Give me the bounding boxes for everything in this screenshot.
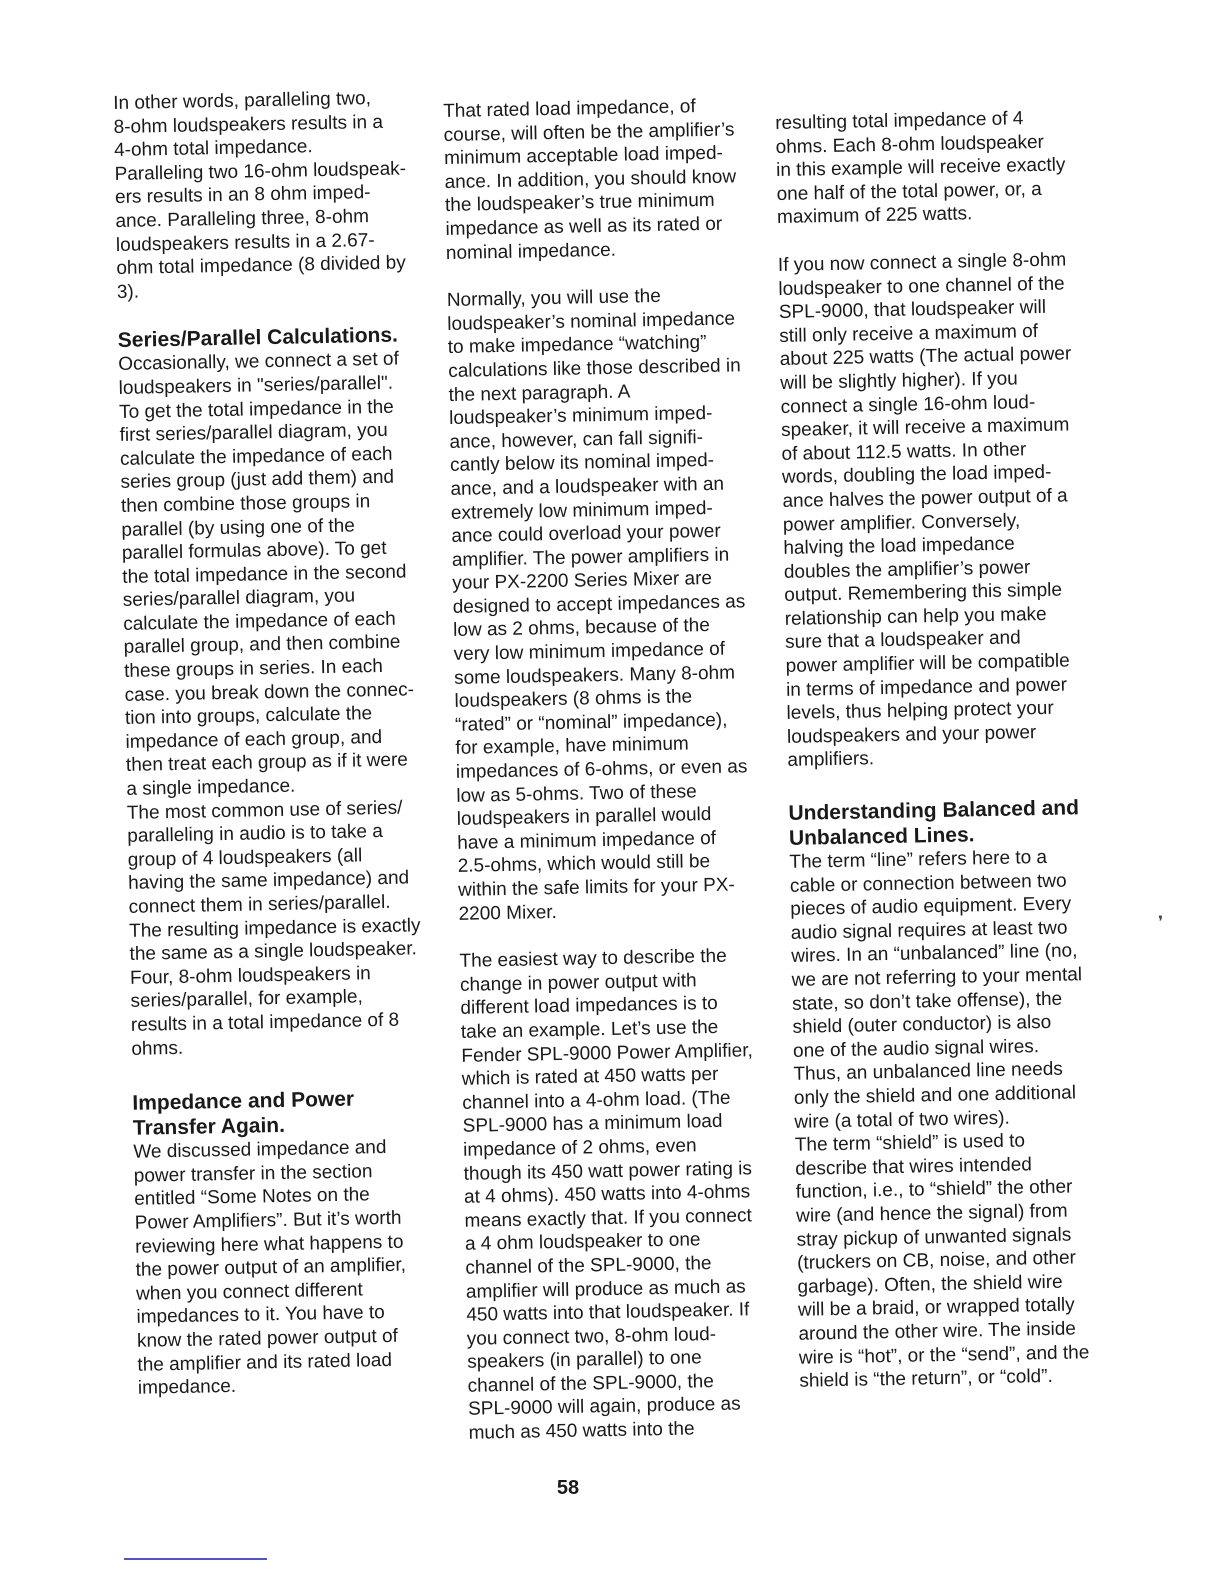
scan-mark-icon: ❜: [1158, 914, 1164, 931]
text-column-2: [443, 94, 787, 1446]
paragraph-power-transfer: We discussed impedance and power transfer in the section entitled “Some Notes on the Power Amplifiers”. But it’s worth reviewing here what happens to the power output of an amplifier, when you connect different impedances to it. You have to know the rated power output of the amplifier and its rated load impedance.: [133, 1137, 407, 1399]
paragraph-shield-definition: The term “shield” is used to describe that wires intended function, i.e., to “shield” the other wire (and hence the signal) from stray pickup of unwanted signals (truckers on CB, noise, and other garbage). Often, the shield wire will be a braid, or wrapped totally around the other wire. The inside wire is “hot”, or the “send”, and the shield is “the return”, or “cold”.: [794, 1130, 1090, 1392]
heading-series-parallel: Series/Parallel Calculations.: [117, 323, 399, 353]
paragraph-paralleling-examples: In other words, paralleling two, 8-ohm loudspeakers results in a 4-ohm total impedance. Paralleling two 16-ohm loudspeak- ers results in an 8 ohm imped- ance. Paralleling three, 8-ohm loudspeakers results in a 2.67- ohm total impedance (8 divided by 3).: [113, 88, 407, 303]
paragraph-single-loudspeaker: If you now connect a single 8-ohm loudspeaker to one channel of the SPL-9000, that loudspeaker will still only receive a maximum of about 225 watts (The actual power will be slightly higher). If you connect a single 16-ohm loud- speaker, it will receive a maximum of about 112.5 watts. In other words, doubling the load imped- ance halves the power output of a power amplifier. Conversely, halving the load impedance doubles the amplifier’s power output. Remembering this simple relationship can help you make sure that a loudspeaker and power amplifier will be compatible in terms of impedance and power levels, thus helping protect your loudspeakers and your power amplifiers.: [777, 249, 1072, 772]
paragraph-resulting-impedance: resulting total impedance of 4 ohms. Each 8-ohm loudspeaker in this example will receive exactly one half of the total power, or, a maximum of 225 watts.: [775, 108, 1066, 229]
text-column-3: [775, 106, 1118, 1394]
heading-balanced-lines: Understanding Balanced and Unbalanced Lines.: [788, 796, 1080, 850]
paragraph-nominal-impedance: Normally, you will use the loudspeaker’s nominal impedance to make impedance “watching” calculations like those described in the next paragraph. A loudspeaker’s minimum imped- ance, however, can fall signifi- cantly below its nominal imped- ance, and a loudspeaker with an extremely low minimum imped- ance could overload your power amplifier. The power amplifiers in your PX-2200 Series Mixer are designed to accept impedances as low as 2 ohms, because of the very low minimum impedance of some loudspeakers. Many 8-ohm loudspeakers (8 ohms is the “rated” or “nominal” impedance), for example, have minimum impedances of 6-ohms, or even as low as 5-ohms. Two of these loudspeakers in parallel would have a minimum impedance of 2.5-ohms, which would still be within the safe limits for your PX- 2200 Mixer.: [446, 286, 748, 925]
page-number: 58: [556, 1477, 580, 1499]
heading-impedance-power: Impedance and Power Transfer Again.: [132, 1087, 355, 1140]
footer-divider: [124, 1558, 267, 1560]
paragraph-series-parallel: Occasionally, we connect a set of loudspeakers in "series/parallel". To get the total impedance in the first series/parallel diagram, you calculate the impedance of each series group (just add them) and then combine those groups in parallel (by using one of the parallel formulas above). To get the total impedance in the second series/parallel diagram, you calculate the impedance of each parallel group, and then combine these groups in series. In each case. you break down the connec- tion into groups, calculate the impedance of each group, and then treat each group as if it were a single impedance.: [118, 348, 415, 800]
text-column-1: [113, 86, 456, 1401]
paragraph-power-example: The easiest way to describe the change in power output with different load impedances is to take an example. Let’s use the Fender SPL-9000 Power Amplifier, which is rated at 450 watts per channel into a 4-ohm load. (The SPL-9000 has a minimum load impedance of 2 ohms, even though its 450 watt power rating is at 4 ohms). 450 watts into 4-ohms means exactly that. If you connect a 4 ohm loudspeaker to one channel of the SPL-9000, the amplifier will produce as much as 450 watts into that loudspeaker. If you connect two, 8-ohm loud- speakers (in parallel) to one channel of the SPL-9000, the SPL-9000 will again, produce as much as 450 watts into the: [459, 945, 754, 1444]
paragraph-line-definition: The term “line” refers here to a cable or connection between two pieces of audio equipment. Every audio signal requires at least two wires. In an “unbalanced” line (no, we are not referring to your mental state, so don’t take offense), the shield (outer conductor) is also one of the audio signal wires. Thus, an unbalanced line needs only the shield and one additional wire (a total of two wires).: [789, 846, 1083, 1133]
paragraph-rated-load: That rated load impedance, of course, will often be the amplifier’s minimum acceptable load imped- ance. In addition, you should know the loudspeaker’s true minimum impedance as well as its rated or nominal impedance.: [443, 96, 737, 264]
paragraph-common-use: The most common use of series/ paralleling in audio is to take a group of 4 loudspeakers (all having the same impedance) and connect them in series/parallel. The resulting impedance is exactly the same as a single loudspeaker. Four, 8-ohm loudspeakers in series/parallel, for example, results in a total impedance of 8 ohms.: [126, 797, 421, 1060]
